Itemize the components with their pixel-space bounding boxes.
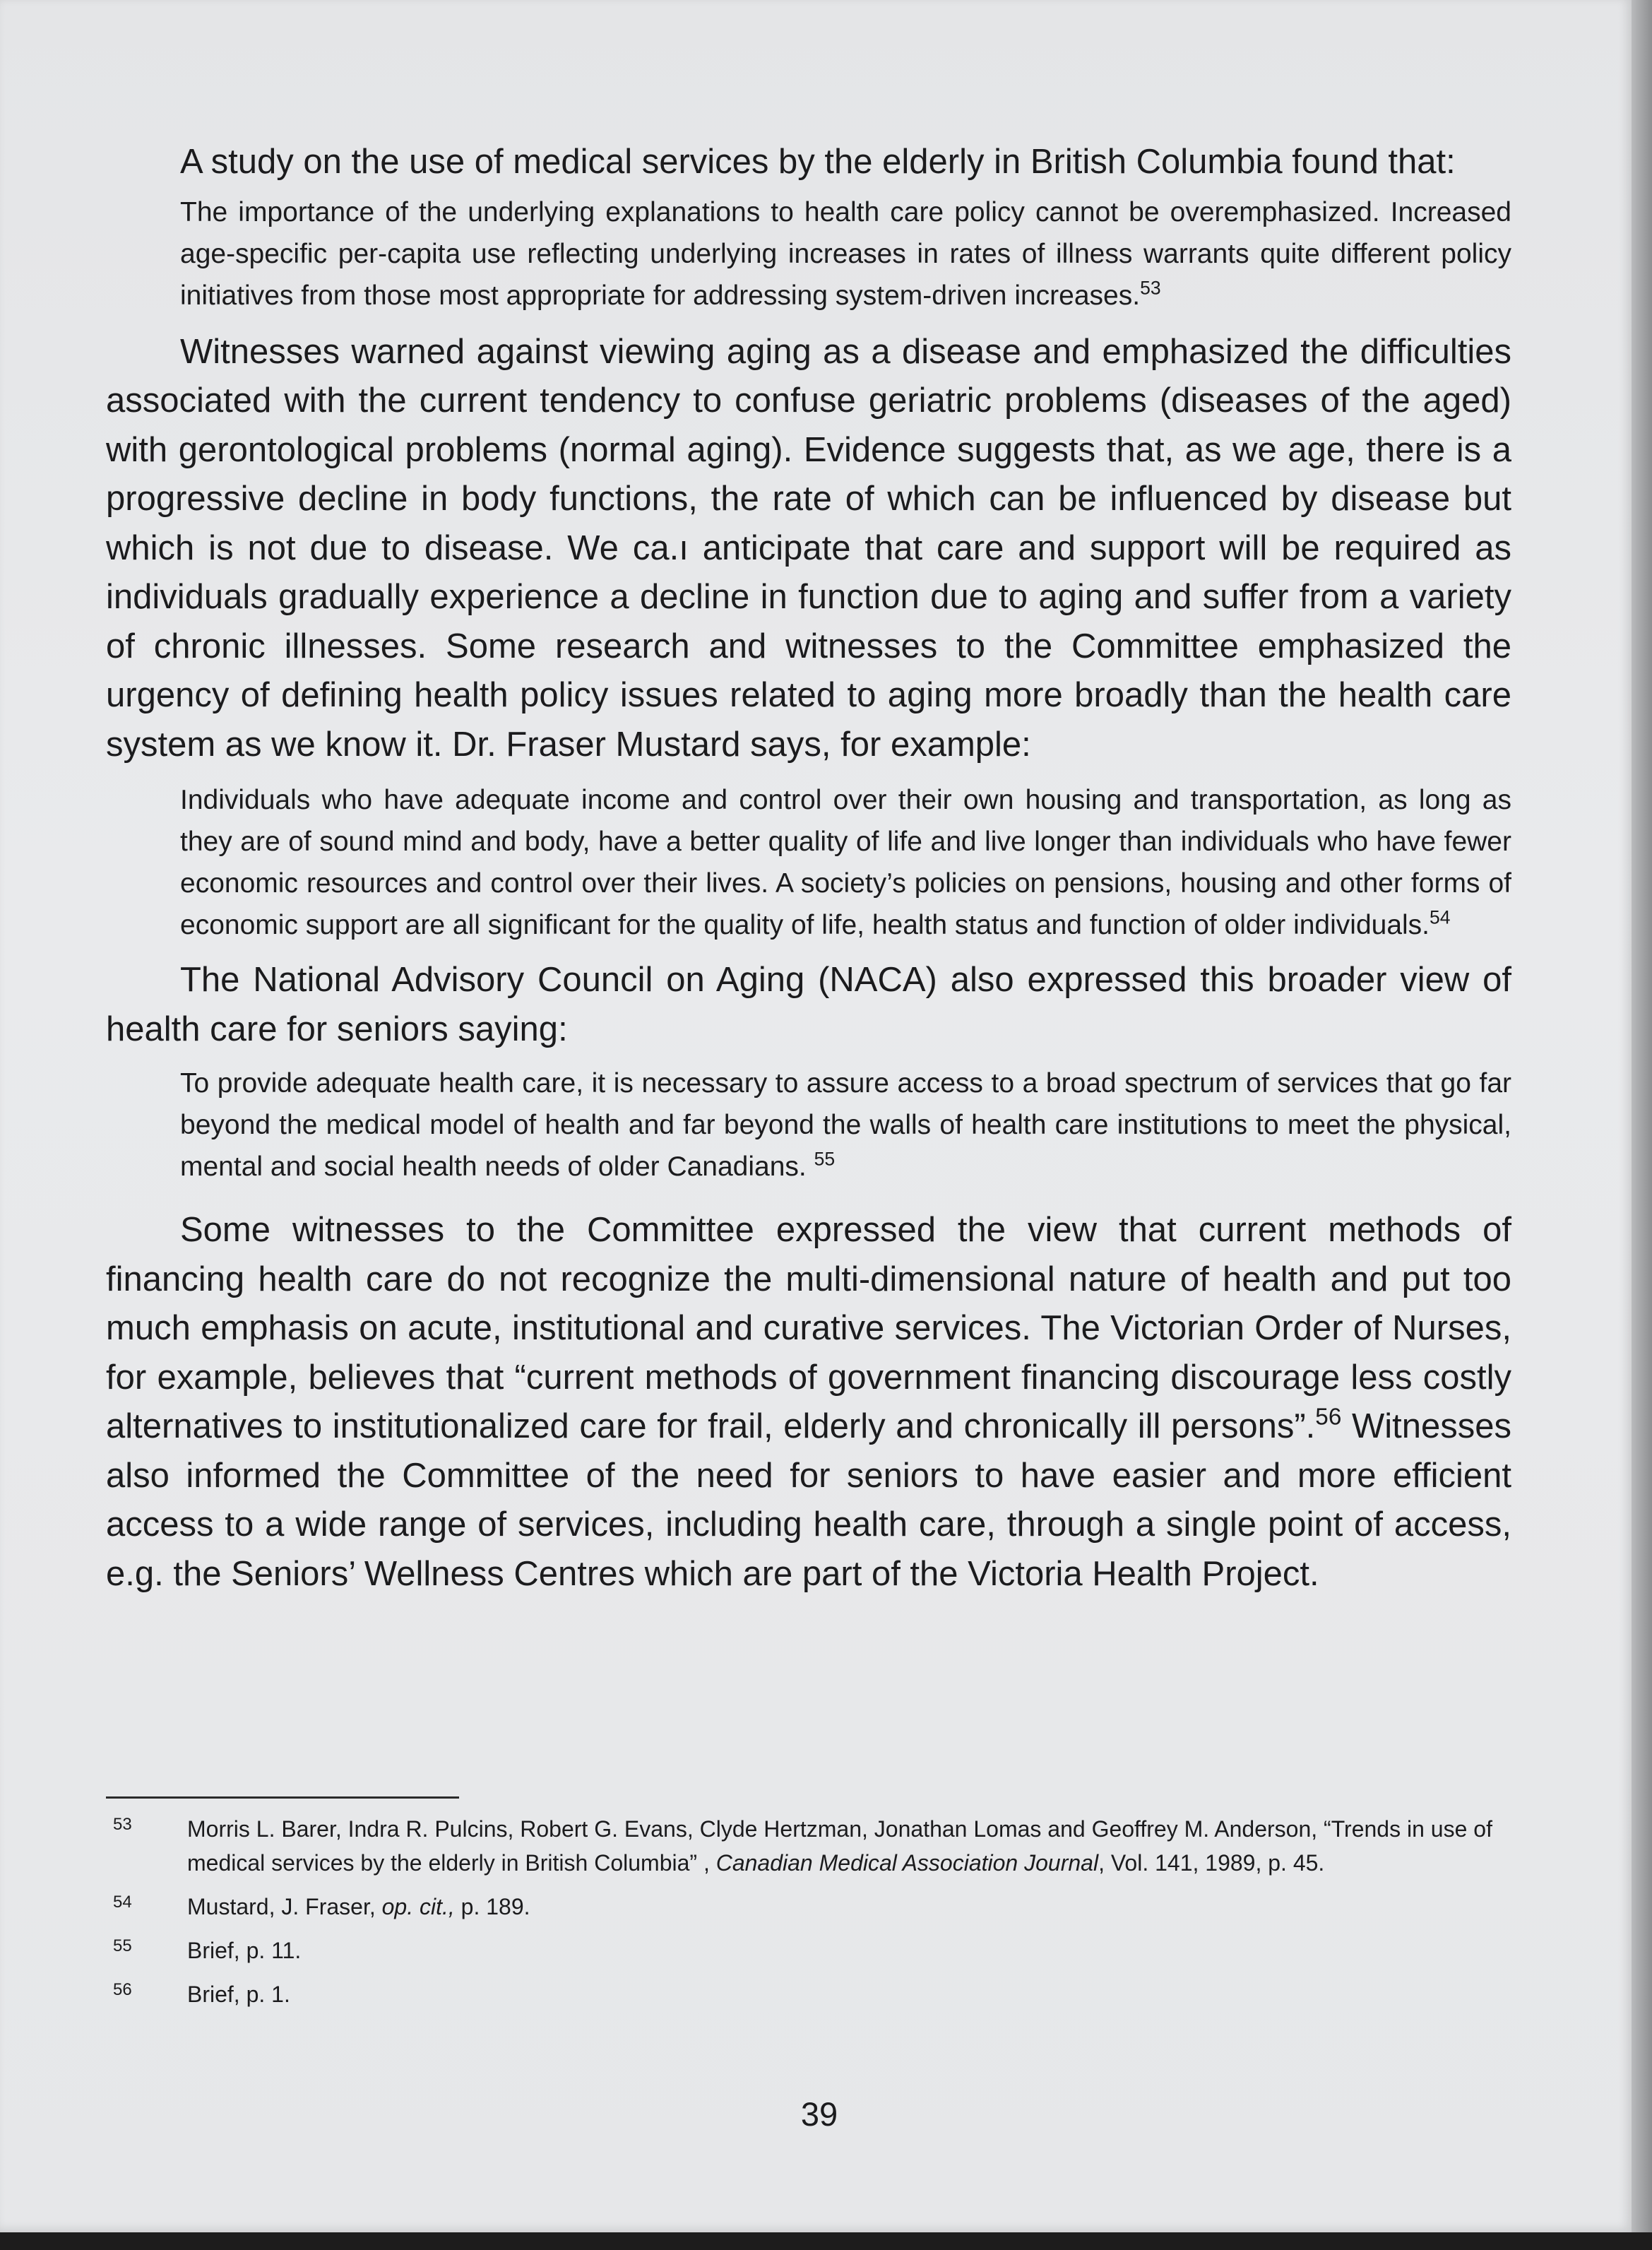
footnotes [106, 1812, 1501, 2021]
body-text [106, 138, 1511, 1599]
footnote-ref-53: 53 [1140, 276, 1161, 298]
paragraph-naca: The National Advisory Council on Aging (NACA) also expressed this broader view of health care for seniors saying: [106, 961, 1511, 1048]
footnote-ref-56: 56 [1315, 1404, 1342, 1431]
page-number: 39 [800, 2095, 838, 2133]
footnote-divider [106, 1796, 459, 1799]
paragraph-witnesses-aging: Witnesses warned against viewing aging as a disease and emphasized the difficulties associated with the current tendency to confuse geriatric problems (diseases of the aged) with gerontological problems (normal aging). Evidence suggests that, as we age, there is a progressive decline in body functions, the rate of which can be influenced by disease but which is not due to disease. We ca.ı anticipate that care and support will be required as individuals gradually experience a decline in function due to aging and suffer from a variety of chronic illnesses. Some research and witnesses to the Committee emphasized the urgency of defining health policy issues related to aging more broadly than the health care system as we know it. Dr. Fraser Mustard says, for example: [106, 332, 1511, 764]
footnote-number: 53 [113, 1815, 132, 1834]
footnote-56: 56 Brief, p. 1. [106, 1977, 1501, 2011]
scan-bottom-edge [0, 2232, 1652, 2250]
footnote-number: 54 [113, 1893, 132, 1912]
paragraph-intro: A study on the use of medical services by the elderly in British Columbia found that: [180, 143, 1456, 181]
footnote-55: 55 Brief, p. 11. [106, 1934, 1501, 1967]
footnote-number: 56 [113, 1980, 132, 1999]
page-edge-shadow [1632, 0, 1652, 2232]
quote-barer: The importance of the underlying explanations to health care policy cannot be overemphasized. Increased age-specific per-capita use reflecting underlying increases in rates of illness warrants quite different policy initiatives from those most appropriate for addressing system-driven increases.$^{53}$ [180, 196, 1511, 311]
paragraph-financing: Some witnesses to the Committee expressed the view that current methods of financing health care do not recognize the multi-dimensional nature of health and put too much emphasis on acute, institutional and curative services. The Victorian Order of Nurses, for example, believes that “current methods of government financing discourage less costly alternatives to institutionalized care for frail, elderly and chronically ill persons”.$^{56}$ Witnesses also informed the Committee of the need for seniors to have easier and more efficient access to a wide range of services, including health care, through a single point of access, e.g. the Seniors’ Wellness Centres which are part of the Victoria Health Project. [106, 1211, 1511, 1593]
quote-naca: To provide adequate health care, it is necessary to assure access to a broad spectrum of services that go far beyond the medical model of health and far beyond the walls of health care institutions to meet the physical, mental and social health needs of older Canadians. $^{55}$ [180, 1068, 1511, 1182]
quote-mustard: Individuals who have adequate income and control over their own housing and transportation, as long as they are of sound mind and body, have a better quality of life and live longer than individuals who have fewer economic resources and control over their lives. A society’s policies on pensions, housing and other forms of economic support are all significant for the quality of life, health status and function of older individuals.$^{54}$ [180, 785, 1511, 940]
footnote-number: 55 [113, 1936, 132, 1955]
footnote-ref-55: 55 [814, 1148, 836, 1170]
footnote-54: 54 Mustard, J. Fraser, op. cit., p. 189. [106, 1890, 1501, 1924]
footnote-ref-54: 54 [1430, 906, 1451, 928]
footnote-53: 53 Morris L. Barer, Indra R. Pulcins, Robert G. Evans, Clyde Hertzman, Jonathan Lomas and Geoffrey M. Anderson, “Trends in use of medical services by the elderly in British Columbia” , Canadian Medical Association Journal, Vol. 141, 1989, p. 45. [106, 1812, 1501, 1880]
